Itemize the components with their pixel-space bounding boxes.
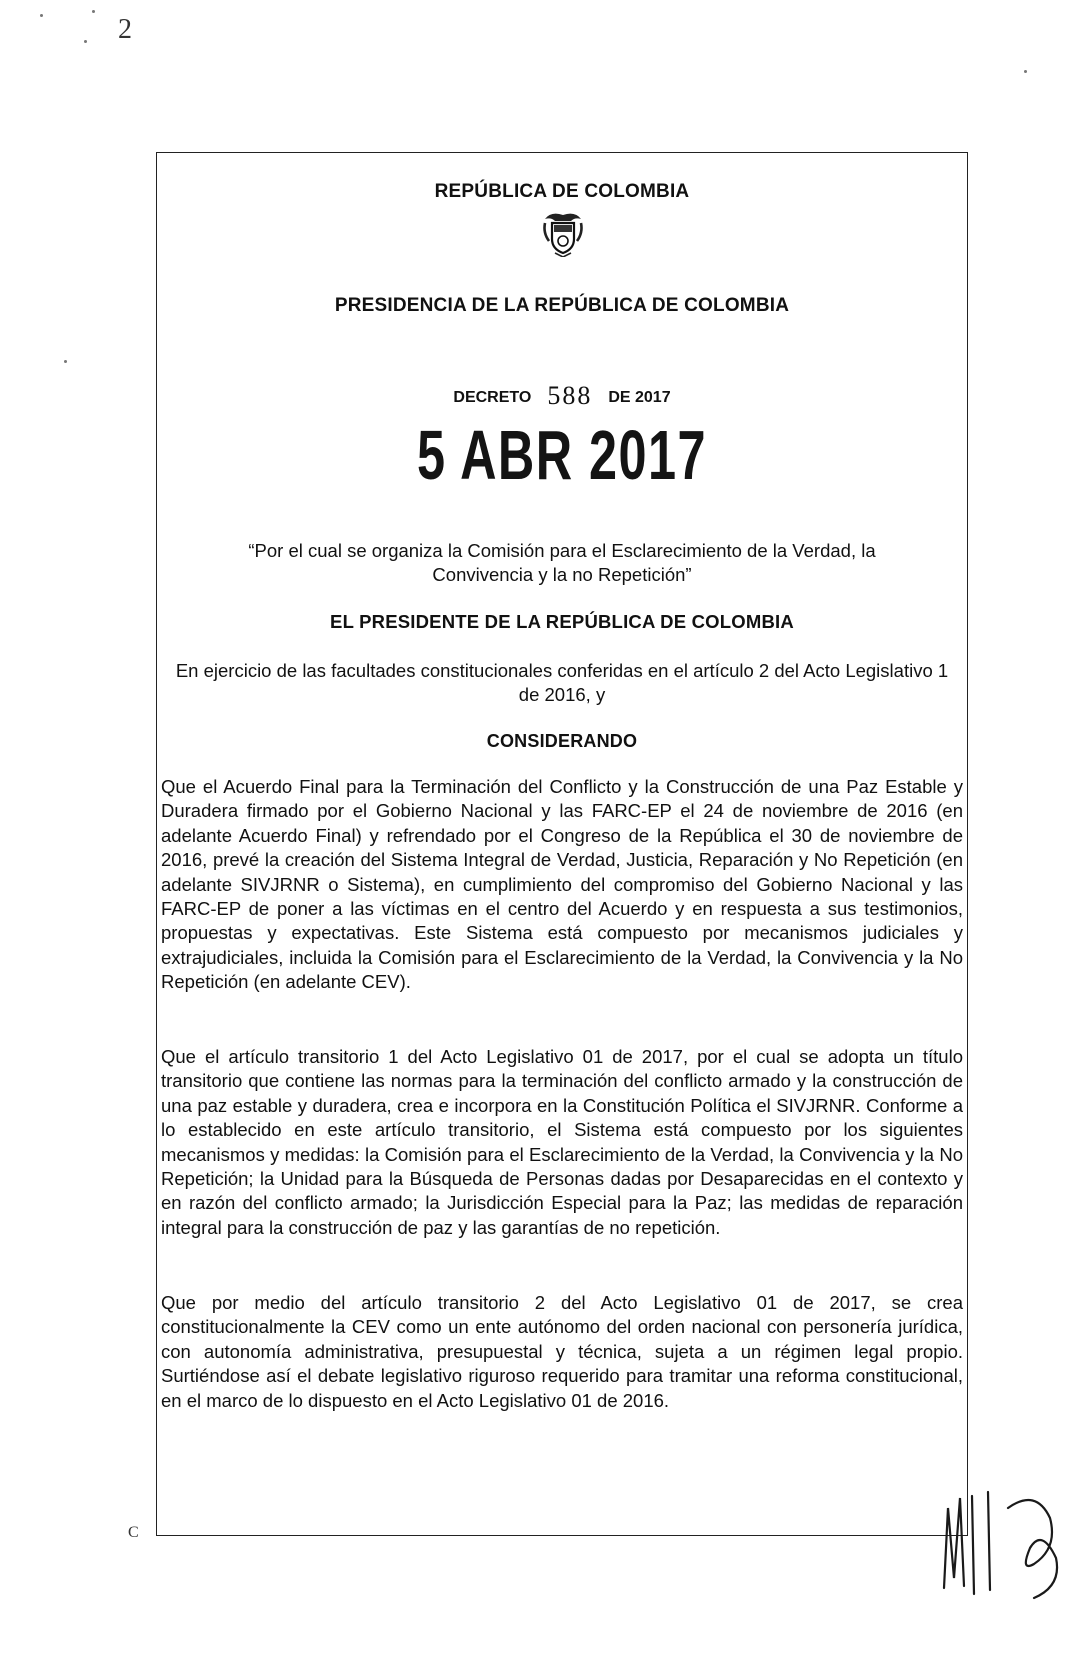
handwritten-page-mark: 2 [118,14,132,45]
document-frame [156,152,968,1536]
decree-prefix: DECRETO [453,389,532,406]
decree-title: “Por el cual se organiza la Comisión para el Esclarecimiento de la Verdad, la Convivencia y la no Repetición” [248,540,876,585]
scan-speck [1024,70,1027,73]
considering-heading: CONSIDERANDO [486,731,638,751]
considering-paragraph-1: Que el Acuerdo Final para la Terminación del Conflicto y la Construcción de una Paz Estable y Duradera firmado por el Gobierno Nacional y las FARC-EP el 24 de noviembre de 2016 (en adelante Acuerdo Final) y refrendado por el Congreso de la República el 30 de noviembre de 2016, prevé la creación del Sistema Integral de Verdad, Justicia, Reparación y No Repetición (en adelante SIVJRNR o Sistema), en cumplimiento del compromiso del Gobierno Nacional y las FARC-EP de poner a las víctimas en el centro del Acuerdo y en respuesta a sus testimonios, propuestas y expectativas. Este Sistema está compuesto por mecanismos judiciales y extrajudiciales, incluida la Comisión para el Esclarecimiento de la Verdad, la Convivencia y la No Repetición (en adelante CEV). [161,776,963,993]
republic-heading: REPÚBLICA DE COLOMBIA [434,181,690,202]
handwritten-initials-signature [938,1468,1068,1608]
scan-speck [64,360,67,363]
coat-of-arms-icon [541,211,585,257]
considering-paragraph-3: Que por medio del artículo transitorio 2 del Acto Legislativo 01 de 2017, se crea constitucionalmente la CEV como un ente autónomo del orden nacional con personería jurídica, con autonomía administrativa, presupuestal y técnica, sujeta a un régimen legal propio. Surtiéndose así el debate legislativo riguroso requerido para tramitar una reforma constitucional, en el marco de lo dispuesto en el Acto Legislativo 01 de 2016. [161,1292,963,1411]
scan-speck [92,10,95,13]
margin-mark: C [128,1524,139,1541]
considering-paragraph-2: Que el artículo transitorio 1 del Acto Legislativo 01 de 2017, por el cual se adopta un título transitorio que contiene las normas para la terminación del conflicto armado y la construcción de una paz estable y duradera, crea e incorpora en la Constitución Política el SIVJRNR. Conforme a lo establecido en este artículo transitorio, el Sistema está compuesto por los siguientes mecanismos y medidas: la Comisión para el Esclarecimiento de la Verdad, la Convivencia y la No Repetición; la Unidad para la Búsqueda de Personas dadas por Desaparecidas en el contexto y en razón del conflicto armado; la Jurisdicción Especial para la Paz; las medidas de reparación integral para la construcción de paz y las garantías de no repetición. [161,1046,963,1238]
faculties-text: En ejercicio de las facultades constitucionales conferidas en el artículo 2 del Acto Legislativo 1 de 2016, y [175,660,949,705]
scan-speck [40,14,43,17]
authority-heading: EL PRESIDENTE DE LA REPÚBLICA DE COLOMBIA [330,611,794,632]
presidency-heading: PRESIDENCIA DE LA REPÚBLICA DE COLOMBIA [334,295,790,316]
decree-number: 588 [547,381,593,410]
scan-speck [84,40,87,43]
decree-year: DE 2017 [608,389,671,406]
date-stamp: 5 ABR 2017 [417,416,707,494]
decree-number-line [157,381,967,411]
